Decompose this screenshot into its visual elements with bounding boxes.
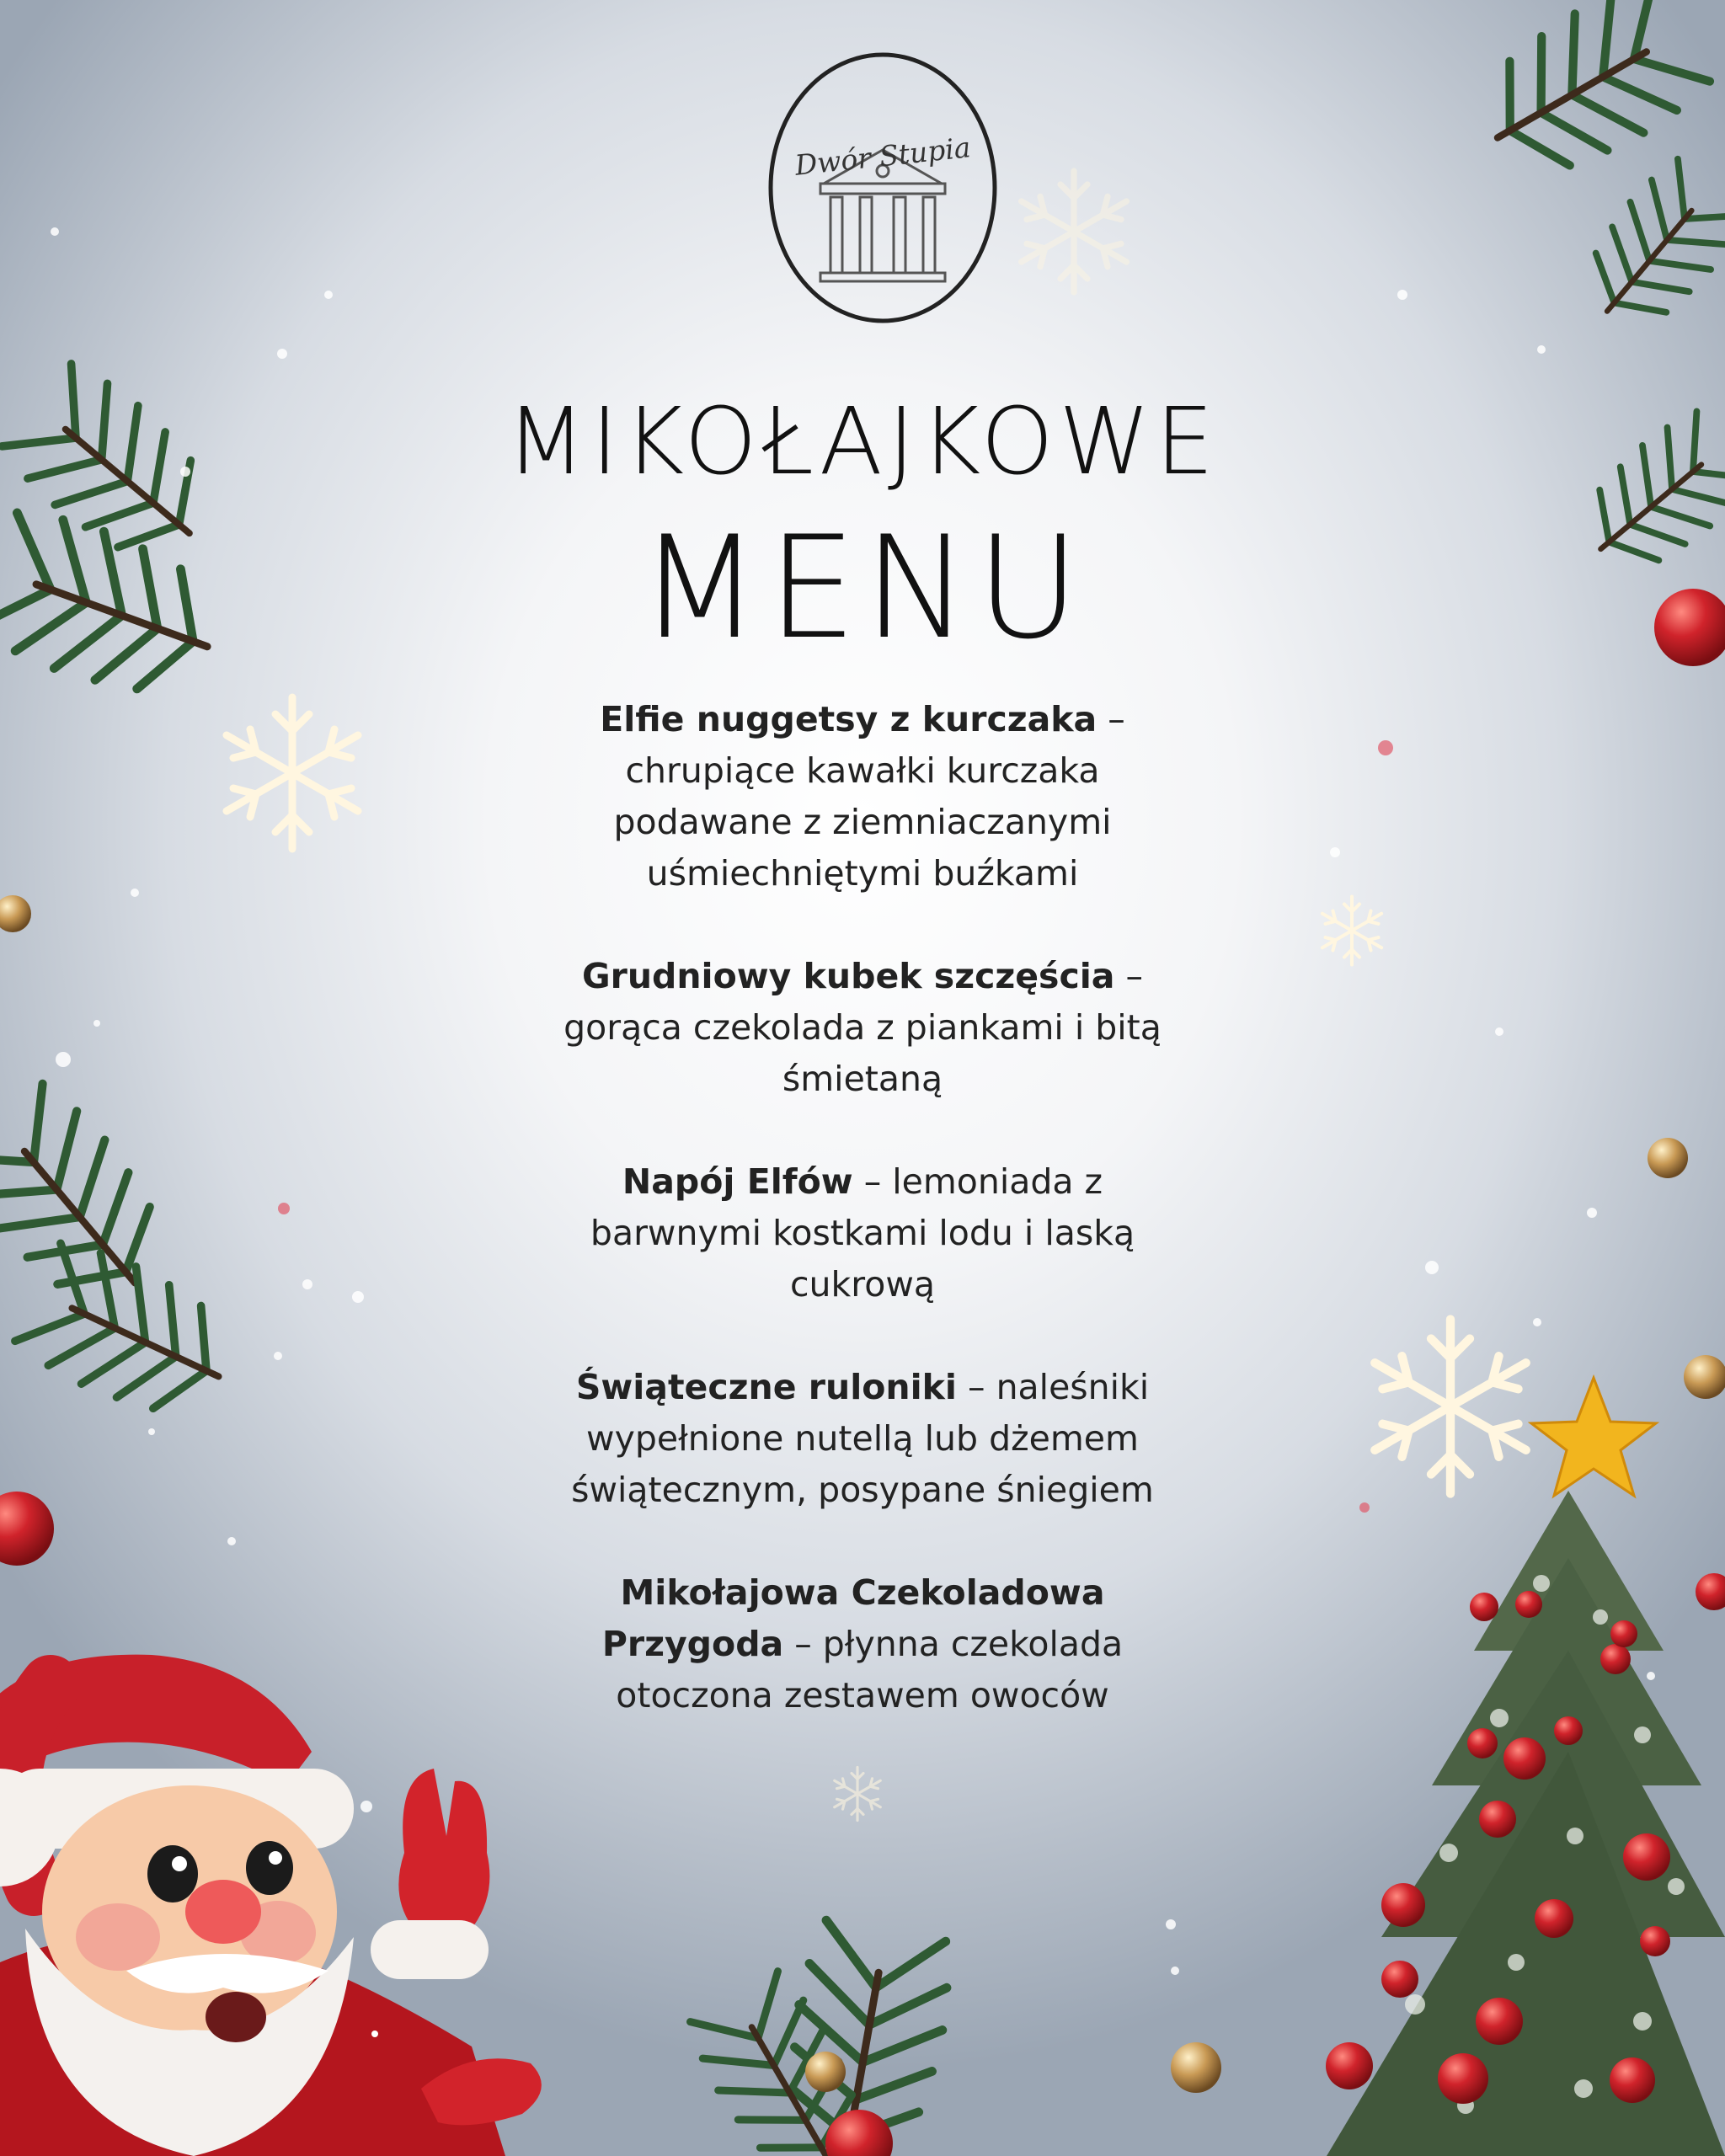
menu-title-line2: MENU: [638, 505, 1087, 670]
menu-item-description: – płynna czekolada otoczona zestawem owoców: [616, 1624, 1124, 1716]
christmas-tree-icon: [1326, 1491, 1725, 2156]
menu-item-description: – lemoniada z barwnymi kostkami lodu i laską cukrową: [590, 1161, 1135, 1305]
menu-item-name: Napój Elfów: [622, 1161, 853, 1202]
menu-item: [551, 1362, 1174, 1516]
menu-title-line1: MIKOŁAJKOWE: [505, 387, 1220, 495]
building-columns-icon: [765, 49, 1001, 327]
logo-text: Dwór Stupia: [793, 131, 973, 182]
star-icon: [1531, 1378, 1656, 1496]
menu-list: [551, 694, 1174, 1773]
restaurant-logo: [765, 49, 1001, 327]
menu-item: [551, 1156, 1174, 1310]
menu-item-name: Świąteczne ruloniki: [575, 1367, 957, 1407]
menu-item-description: – chrupiące kawałki kurczaka podawane z ziemniaczanymi uśmiechniętymi buźkami: [613, 699, 1125, 894]
menu-item-name: Grudniowy kubek szczęścia: [581, 956, 1115, 996]
santa-claus-icon: [0, 1655, 542, 2156]
menu-item: [551, 1567, 1174, 1721]
menu-item-name: Elfie nuggetsy z kurczaka: [600, 699, 1097, 739]
menu-item: [551, 951, 1174, 1105]
menu-item-name: Mikołajowa Czekoladowa Przygoda: [601, 1572, 1105, 1664]
menu-item: [551, 694, 1174, 899]
menu-item-description: – naleśniki wypełnione nutellą lub dżemem świątecznym, posypane śniegiem: [571, 1367, 1154, 1510]
menu-item-description: – gorąca czekolada z piankami i bitą śmietaną: [563, 956, 1162, 1099]
